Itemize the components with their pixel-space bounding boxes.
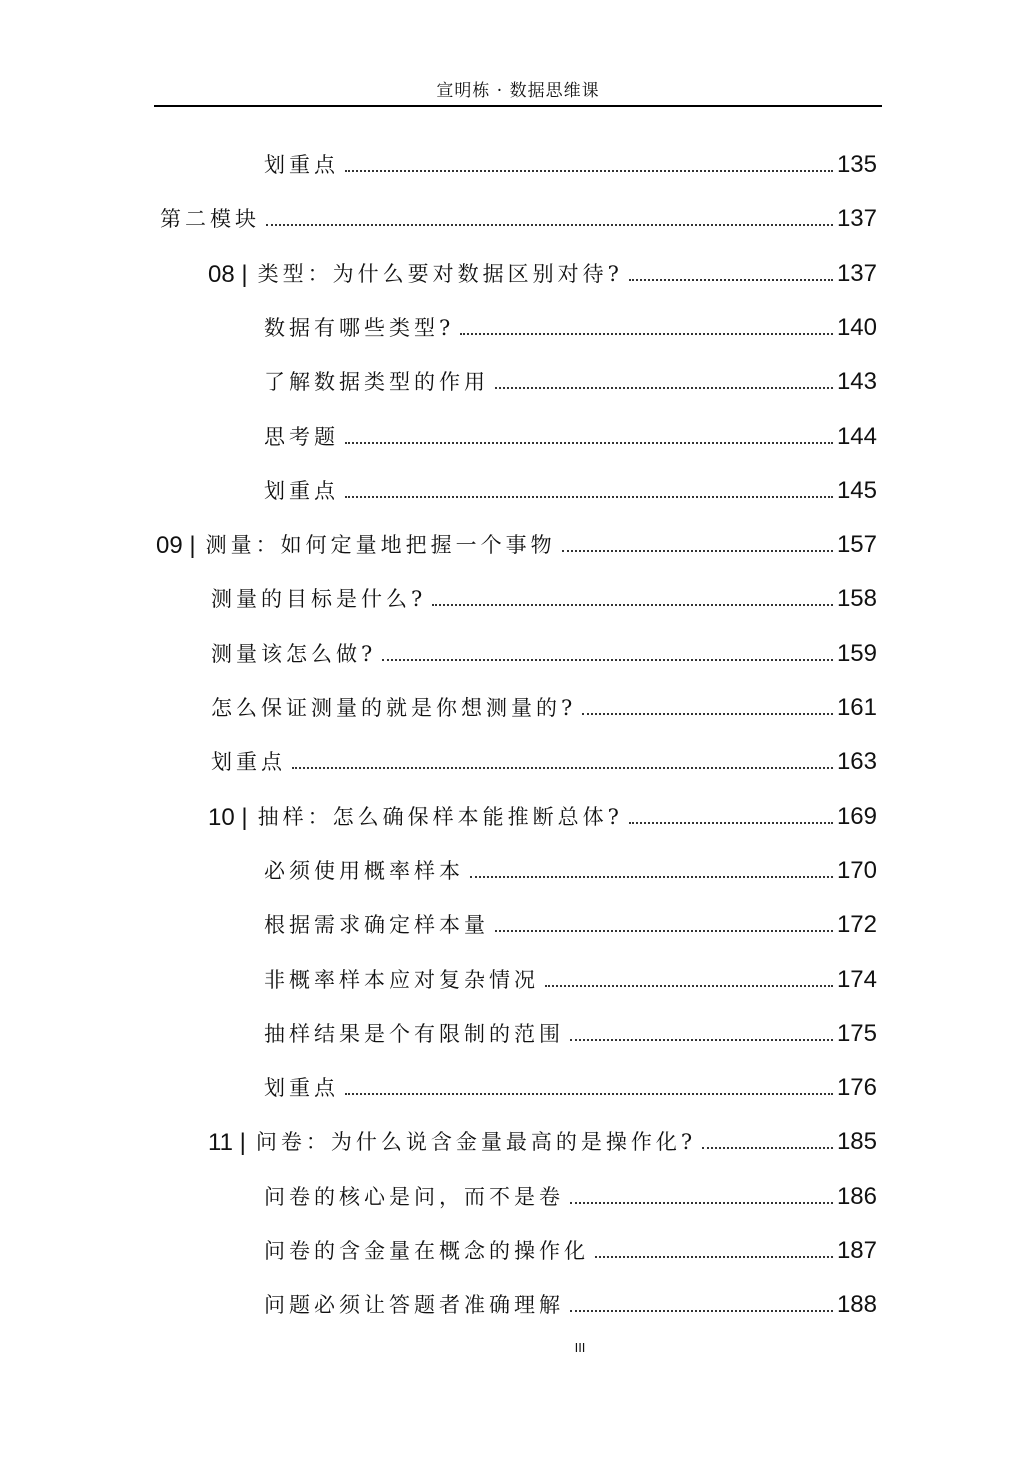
dot-leader <box>545 985 833 987</box>
header-rule <box>154 105 882 107</box>
entry-page-number: 137 <box>836 259 877 287</box>
dot-leader <box>345 1093 833 1095</box>
entry-title: 划重点 <box>264 153 339 177</box>
dot-leader <box>470 876 833 878</box>
dot-leader <box>495 387 833 389</box>
page-number: III <box>574 1340 586 1355</box>
toc-entry[interactable] <box>0 180 877 234</box>
entry-title: 问卷的核心是问，而不是卷 <box>264 1184 564 1209</box>
entry-page-number: 187 <box>836 1237 877 1264</box>
toc-entry[interactable] <box>0 723 877 777</box>
entry-page-number: 144 <box>836 422 877 450</box>
toc-entry[interactable] <box>0 343 877 397</box>
entry-title: 划重点 <box>211 750 286 775</box>
toc-entry[interactable] <box>0 615 877 669</box>
toc-entry[interactable] <box>0 1266 877 1320</box>
dot-leader <box>629 279 833 281</box>
entry-page-number: 163 <box>836 748 877 776</box>
entry-title: 划重点 <box>264 478 339 503</box>
dot-leader <box>345 170 833 172</box>
entry-page-number: 137 <box>836 205 877 233</box>
entry-title: 问卷：为什么说含金量最高的是操作化? <box>255 1130 697 1155</box>
chapter-number: 11 | <box>208 1129 246 1157</box>
toc-entry[interactable] <box>0 506 877 560</box>
entry-page-number: 186 <box>836 1182 877 1210</box>
entry-page-number: 188 <box>836 1291 877 1319</box>
entry-title: 第二模块 <box>160 207 260 232</box>
dot-leader <box>570 1202 833 1204</box>
dot-leader <box>345 442 833 444</box>
toc-entry[interactable] <box>0 995 877 1049</box>
entry-title: 抽样结果是个有限制的范围 <box>264 1021 564 1046</box>
toc-entry[interactable] <box>0 886 877 940</box>
dot-leader <box>629 822 833 824</box>
toc-entry[interactable] <box>0 941 877 995</box>
dot-leader <box>382 659 833 661</box>
entry-page-number: 175 <box>836 1019 877 1047</box>
toc-entry[interactable] <box>0 1103 877 1157</box>
dot-leader <box>432 604 833 606</box>
toc-entry[interactable] <box>0 289 877 343</box>
entry-page-number: 172 <box>836 911 877 939</box>
chapter-number: 09 | <box>156 532 196 560</box>
chapter-number: 08 | <box>208 260 248 288</box>
entry-page-number: 161 <box>836 694 877 721</box>
entry-page-number: 145 <box>836 476 877 504</box>
entry-page-number: 157 <box>836 531 877 559</box>
dot-leader <box>702 1147 833 1149</box>
entry-title: 划重点 <box>264 1076 339 1101</box>
entry-page-number: 170 <box>836 856 877 884</box>
dot-leader <box>570 1039 833 1041</box>
toc-entry[interactable] <box>0 1212 877 1266</box>
toc-entry[interactable] <box>0 778 877 832</box>
entry-page-number: 140 <box>836 313 877 341</box>
toc-entry[interactable] <box>0 669 877 723</box>
running-header: 宣明栋 · 数据思维课 <box>436 81 600 101</box>
toc-entry[interactable] <box>0 452 877 506</box>
entry-page-number: 174 <box>836 965 877 993</box>
entry-title: 必须使用概率样本 <box>264 858 464 883</box>
dot-leader <box>345 496 833 498</box>
entry-title: 测量：如何定量地把握一个事物 <box>205 533 556 558</box>
dot-leader <box>292 767 833 769</box>
entry-page-number: 176 <box>836 1074 877 1102</box>
entry-title: 抽样：怎么确保样本能推断总体? <box>257 804 623 829</box>
dot-leader <box>266 224 833 226</box>
dot-leader <box>562 550 833 552</box>
dot-leader <box>595 1256 833 1258</box>
entry-page-number: 185 <box>836 1128 877 1156</box>
toc-entry[interactable] <box>0 126 877 180</box>
dot-leader <box>570 1310 833 1312</box>
entry-title: 根据需求确定样本量 <box>264 913 489 938</box>
entry-page-number: 135 <box>836 151 877 178</box>
toc-entry[interactable] <box>0 235 877 289</box>
entry-title: 数据有哪些类型? <box>264 315 455 340</box>
entry-title: 测量的目标是什么? <box>211 587 427 612</box>
dot-leader <box>460 333 833 335</box>
toc-entry[interactable] <box>0 832 877 886</box>
entry-title: 问卷的含金量在概念的操作化 <box>264 1239 589 1263</box>
chapter-number: 10 | <box>208 803 248 831</box>
entry-title: 了解数据类型的作用 <box>264 370 489 395</box>
entry-title: 思考题 <box>264 424 339 449</box>
entry-page-number: 169 <box>836 802 877 830</box>
toc-entry[interactable] <box>0 1049 877 1103</box>
entry-title: 类型：为什么要对数据区别对待? <box>257 261 623 286</box>
toc-entry[interactable] <box>0 398 877 452</box>
entry-title: 测量该怎么做? <box>211 641 377 666</box>
entry-title: 问题必须让答题者准确理解 <box>264 1293 564 1318</box>
dot-leader <box>582 713 833 715</box>
toc-entry[interactable] <box>0 1158 877 1212</box>
dot-leader <box>495 930 833 932</box>
entry-title: 非概率样本应对复杂情况 <box>264 967 539 992</box>
entry-page-number: 143 <box>836 368 877 396</box>
toc-entry[interactable] <box>0 560 877 614</box>
entry-page-number: 158 <box>836 585 877 613</box>
entry-title: 怎么保证测量的就是你想测量的? <box>211 696 577 720</box>
entry-page-number: 159 <box>836 639 877 667</box>
